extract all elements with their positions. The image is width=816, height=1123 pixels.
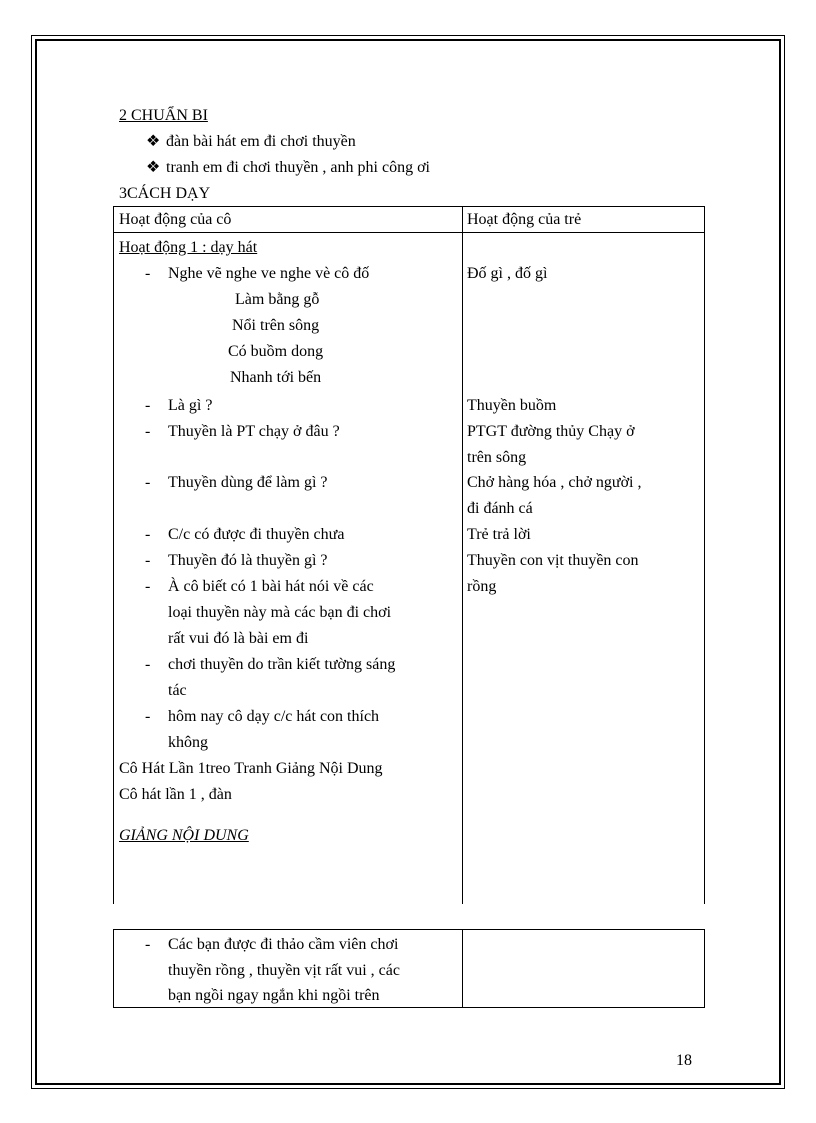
teacher-item-cont: rất vui đó là bài em đi bbox=[168, 630, 309, 647]
child-response-cont: trên sông bbox=[467, 449, 527, 466]
dash: - bbox=[145, 578, 151, 595]
dash: - bbox=[145, 656, 151, 673]
child-response: PTGT đường thủy Chạy ở bbox=[467, 423, 635, 440]
teacher-item: Thuyền dùng để làm gì ? bbox=[168, 474, 328, 491]
table2-line: bạn ngồi ngay ngắn khi ngồi trên bbox=[168, 987, 380, 1004]
teacher-item: chơi thuyền do trần kiết tường sáng bbox=[168, 656, 396, 673]
teacher-item-cont: không bbox=[168, 734, 208, 751]
child-response: Thuyền con vịt thuyền con bbox=[467, 552, 639, 569]
child-response: Thuyền buồm bbox=[467, 397, 557, 414]
teacher-item: Thuyền là PT chạy ở đâu ? bbox=[168, 423, 340, 440]
activity-title: Hoạt động 1 : dạy hát bbox=[119, 239, 258, 256]
header-teacher: Hoạt động của cô bbox=[119, 211, 232, 228]
child-response: Chở hàng hóa , chở người , bbox=[467, 474, 642, 491]
dash: - bbox=[145, 423, 151, 440]
page-number: 18 bbox=[676, 1052, 692, 1069]
prep-heading: 2 CHUẨN BI bbox=[119, 107, 208, 124]
dash: - bbox=[145, 265, 151, 282]
dash: - bbox=[145, 708, 151, 725]
riddle-line: Làm bằng gỗ bbox=[235, 291, 320, 308]
dash: - bbox=[145, 397, 151, 414]
child-response-cont: đi đánh cá bbox=[467, 500, 533, 517]
method-heading: 3CÁCH DẠY bbox=[119, 185, 211, 202]
table2-column-divider bbox=[462, 929, 463, 1008]
dash: - bbox=[145, 526, 151, 543]
diamond-bullet-icon: ❖ bbox=[146, 133, 161, 150]
prep-item-1: ❖ đàn bài hát em đi chơi thuyền bbox=[146, 131, 356, 153]
teacher-item: Là gì ? bbox=[168, 397, 213, 414]
teacher-item-cont: loại thuyền này mà các bạn đi chơi bbox=[168, 604, 392, 621]
teacher-note: Cô hát lần 1 , đàn bbox=[119, 786, 232, 803]
table-column-divider bbox=[462, 206, 463, 904]
teacher-note: Cô Hát Lần 1treo Tranh Giảng Nội Dung bbox=[119, 760, 383, 777]
child-response-cont: rồng bbox=[467, 578, 497, 595]
teacher-item-cont: tác bbox=[168, 682, 187, 699]
dash: - bbox=[145, 936, 151, 953]
table2-line: thuyền rồng , thuyền vịt rất vui , các bbox=[168, 962, 400, 979]
header-child: Hoạt động của trẻ bbox=[467, 211, 582, 228]
riddle-line: Nổi trên sông bbox=[232, 317, 320, 334]
riddle-line: Nhanh tới bến bbox=[230, 369, 322, 386]
teacher-item: C/c có được đi thuyền chưa bbox=[168, 526, 345, 543]
teacher-section-heading: GIẢNG NỘI DUNG bbox=[119, 827, 249, 844]
diamond-bullet-icon: ❖ bbox=[146, 159, 161, 176]
prep-item-2: ❖ tranh em đi chơi thuyền , anh phi công ơi bbox=[146, 157, 430, 179]
dash: - bbox=[145, 474, 151, 491]
dash: - bbox=[145, 552, 151, 569]
riddle-line: Có buồm dong bbox=[228, 343, 324, 360]
riddle-intro: Nghe vẽ nghe ve nghe vè cô đố bbox=[168, 265, 370, 282]
teacher-item: À cô biết có 1 bài hát nói về các bbox=[168, 578, 374, 595]
child-response: Đố gì , đố gì bbox=[467, 265, 548, 282]
teacher-item: Thuyền đó là thuyền gì ? bbox=[168, 552, 328, 569]
teacher-item: hôm nay cô dạy c/c hát con thích bbox=[168, 708, 380, 725]
table2-line: Các bạn được đi thảo cầm viên chơi bbox=[168, 936, 399, 953]
child-response: Trẻ trả lời bbox=[467, 526, 531, 543]
